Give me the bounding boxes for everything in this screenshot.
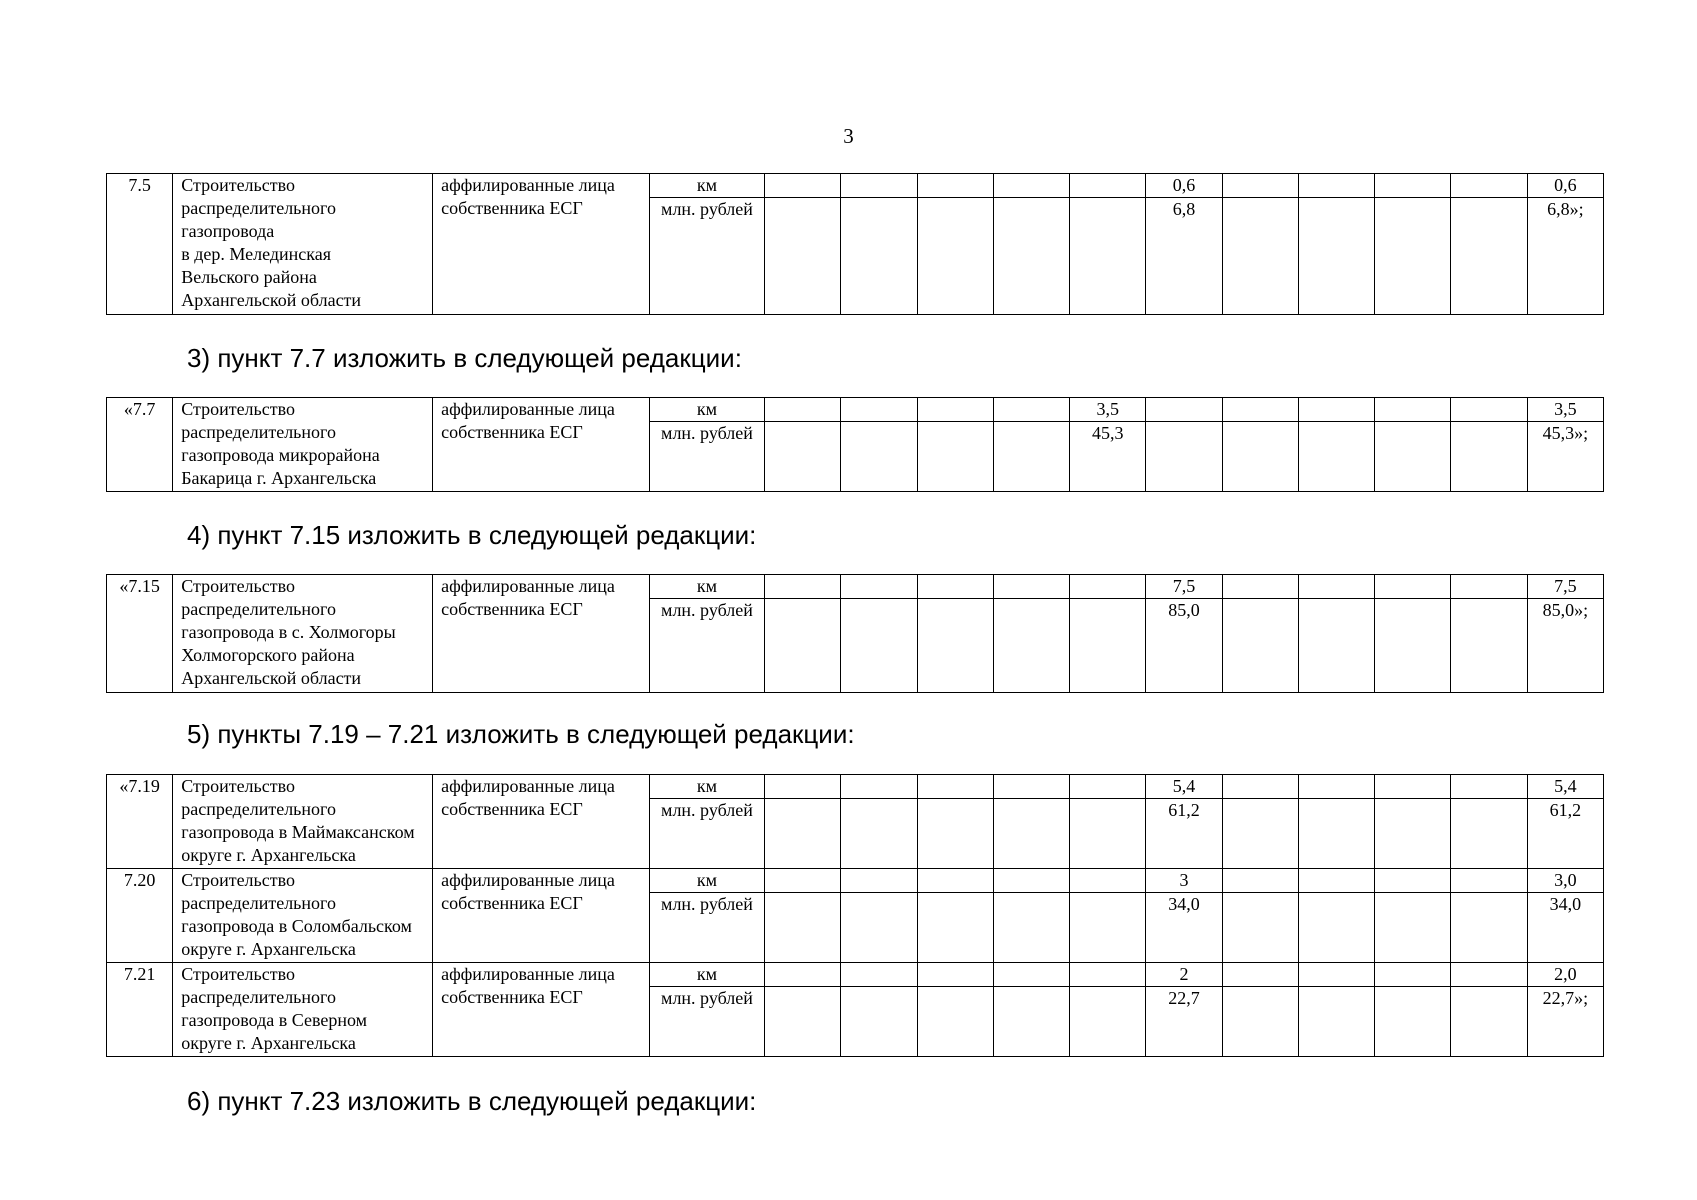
empty-cell [1222, 575, 1298, 599]
empty-cell [917, 987, 993, 1057]
empty-cell [765, 575, 841, 599]
total-km: 3,0 [1527, 869, 1603, 893]
table-row [107, 869, 1604, 893]
empty-cell [1222, 799, 1298, 869]
empty-cell [1375, 198, 1451, 315]
empty-cell [1451, 198, 1527, 315]
total-rub: 85,0»; [1527, 599, 1603, 693]
empty-cell [1222, 775, 1298, 799]
empty-cell [1070, 963, 1146, 987]
empty-cell [1298, 799, 1374, 869]
empty-cell [917, 422, 993, 492]
item-number: 7.5 [107, 174, 173, 315]
table-item-7-5 [106, 173, 1604, 315]
unit-rub: млн. рублей [649, 799, 764, 869]
empty-cell [765, 799, 841, 869]
empty-cell [917, 198, 993, 315]
item-executor: аффилированные лица собственника ЕСГ [433, 775, 650, 869]
value-km: 2 [1146, 963, 1222, 987]
empty-cell [1375, 599, 1451, 693]
empty-cell [993, 599, 1069, 693]
item-number: 7.21 [107, 963, 173, 1057]
empty-cell [765, 963, 841, 987]
item-executor: аффилированные лица собственника ЕСГ [433, 575, 650, 693]
instruction-3: 3) пункт 7.7 изложить в следующей редакции: [187, 343, 742, 373]
empty-cell [1298, 174, 1374, 198]
unit-rub: млн. рублей [649, 893, 764, 963]
empty-cell [1375, 893, 1451, 963]
empty-cell [993, 398, 1069, 422]
total-rub: 22,7»; [1527, 987, 1603, 1057]
unit-km: км [649, 174, 764, 198]
empty-cell [993, 987, 1069, 1057]
empty-cell [1298, 599, 1374, 693]
empty-cell [1222, 869, 1298, 893]
empty-cell [1070, 893, 1146, 963]
empty-cell [765, 599, 841, 693]
value-rub: 6,8 [1146, 198, 1222, 315]
empty-cell [1222, 599, 1298, 693]
table-row [107, 575, 1604, 599]
empty-cell [917, 575, 993, 599]
empty-cell [1451, 398, 1527, 422]
item-executor: аффилированные лица собственника ЕСГ [433, 174, 650, 315]
unit-km: км [649, 575, 764, 599]
empty-cell [765, 422, 841, 492]
empty-cell [917, 893, 993, 963]
empty-cell [1451, 893, 1527, 963]
item-name: Строительство распределительного газопровода в с. Холмогоры Холмогорского района Архангельской области [173, 575, 433, 693]
unit-rub: млн. рублей [649, 198, 764, 315]
empty-cell [917, 174, 993, 198]
value-rub: 34,0 [1146, 893, 1222, 963]
empty-cell [841, 893, 917, 963]
empty-cell [917, 775, 993, 799]
empty-cell [765, 893, 841, 963]
item-executor: аффилированные лица собственника ЕСГ [433, 398, 650, 492]
empty-cell [993, 963, 1069, 987]
empty-cell [1222, 422, 1298, 492]
empty-cell [841, 422, 917, 492]
table-row [107, 398, 1604, 422]
empty-cell [1222, 174, 1298, 198]
empty-cell [1298, 869, 1374, 893]
empty-cell [1298, 198, 1374, 315]
empty-cell [1070, 799, 1146, 869]
unit-rub: млн. рублей [649, 599, 764, 693]
total-rub: 45,3»; [1527, 422, 1603, 492]
empty-cell [765, 869, 841, 893]
item-name: Строительство распределительного газопровода в дер. Мелединская Вельского района Архангельской области [173, 174, 433, 315]
empty-cell [1298, 893, 1374, 963]
page-number: 3 [843, 124, 854, 148]
table-row [107, 174, 1604, 198]
empty-cell [765, 174, 841, 198]
empty-cell [765, 198, 841, 315]
empty-cell [1298, 963, 1374, 987]
item-number: 7.20 [107, 869, 173, 963]
empty-cell [1298, 422, 1374, 492]
empty-cell [1222, 398, 1298, 422]
empty-cell [1451, 422, 1527, 492]
empty-cell [1375, 799, 1451, 869]
empty-cell [841, 174, 917, 198]
empty-cell [1375, 869, 1451, 893]
empty-cell [993, 775, 1069, 799]
empty-cell [1375, 963, 1451, 987]
empty-cell [917, 398, 993, 422]
item-number: «7.19 [107, 775, 173, 869]
value-km: 3,5 [1070, 398, 1146, 422]
empty-cell [841, 987, 917, 1057]
empty-cell [993, 198, 1069, 315]
empty-cell [1070, 869, 1146, 893]
empty-cell [765, 987, 841, 1057]
value-km: 5,4 [1146, 775, 1222, 799]
empty-cell [993, 799, 1069, 869]
instruction-6: 6) пункт 7.23 изложить в следующей редакции: [187, 1086, 757, 1116]
empty-cell [1070, 987, 1146, 1057]
empty-cell [1070, 575, 1146, 599]
empty-cell [1451, 174, 1527, 198]
empty-cell [1375, 398, 1451, 422]
item-name: Строительство распределительного газопровода в Маймаксанском округе г. Архангельска [173, 775, 433, 869]
item-number: «7.7 [107, 398, 173, 492]
empty-cell [1298, 775, 1374, 799]
empty-cell [917, 963, 993, 987]
table-item-7-15 [106, 574, 1604, 693]
empty-cell [1070, 775, 1146, 799]
item-executor: аффилированные лица собственника ЕСГ [433, 869, 650, 963]
value-rub: 61,2 [1146, 799, 1222, 869]
empty-cell [841, 398, 917, 422]
empty-cell [1298, 575, 1374, 599]
value-km: 0,6 [1146, 174, 1222, 198]
empty-cell [1222, 963, 1298, 987]
empty-cell [917, 869, 993, 893]
unit-rub: млн. рублей [649, 987, 764, 1057]
empty-cell [1451, 799, 1527, 869]
total-km: 7,5 [1527, 575, 1603, 599]
empty-cell [1222, 987, 1298, 1057]
empty-cell [841, 775, 917, 799]
total-km: 2,0 [1527, 963, 1603, 987]
empty-cell [993, 575, 1069, 599]
empty-cell [1146, 422, 1222, 492]
empty-cell [841, 599, 917, 693]
table-item-7-7 [106, 397, 1604, 492]
empty-cell [917, 799, 993, 869]
table-row [107, 963, 1604, 987]
unit-km: км [649, 775, 764, 799]
empty-cell [1375, 987, 1451, 1057]
empty-cell [1451, 775, 1527, 799]
item-name: Строительство распределительного газопровода в Соломбальском округе г. Архангельска [173, 869, 433, 963]
empty-cell [1070, 599, 1146, 693]
empty-cell [1451, 575, 1527, 599]
item-name: Строительство распределительного газопровода в Северном округе г. Архангельска [173, 963, 433, 1057]
empty-cell [1298, 398, 1374, 422]
table-items-7-19-7-21 [106, 774, 1604, 1057]
total-rub: 6,8»; [1527, 198, 1603, 315]
total-km: 0,6 [1527, 174, 1603, 198]
empty-cell [1222, 198, 1298, 315]
empty-cell [1222, 893, 1298, 963]
empty-cell [841, 963, 917, 987]
unit-km: км [649, 398, 764, 422]
value-rub: 22,7 [1146, 987, 1222, 1057]
empty-cell [841, 575, 917, 599]
empty-cell [1070, 198, 1146, 315]
empty-cell [1451, 987, 1527, 1057]
item-number: «7.15 [107, 575, 173, 693]
empty-cell [993, 422, 1069, 492]
value-rub: 85,0 [1146, 599, 1222, 693]
instruction-5: 5) пункты 7.19 – 7.21 изложить в следующей редакции: [187, 719, 855, 749]
value-km: 3 [1146, 869, 1222, 893]
table-row [107, 775, 1604, 799]
value-rub: 45,3 [1070, 422, 1146, 492]
value-km: 7,5 [1146, 575, 1222, 599]
item-executor: аффилированные лица собственника ЕСГ [433, 963, 650, 1057]
empty-cell [1375, 575, 1451, 599]
empty-cell [1375, 422, 1451, 492]
empty-cell [1451, 869, 1527, 893]
empty-cell [993, 174, 1069, 198]
total-km: 5,4 [1527, 775, 1603, 799]
empty-cell [1451, 599, 1527, 693]
empty-cell [1375, 174, 1451, 198]
instruction-4: 4) пункт 7.15 изложить в следующей редакции: [187, 520, 757, 550]
empty-cell [1070, 174, 1146, 198]
unit-km: км [649, 963, 764, 987]
empty-cell [765, 775, 841, 799]
unit-rub: млн. рублей [649, 422, 764, 492]
total-rub: 34,0 [1527, 893, 1603, 963]
empty-cell [993, 869, 1069, 893]
empty-cell [841, 198, 917, 315]
empty-cell [765, 398, 841, 422]
empty-cell [1298, 987, 1374, 1057]
item-name: Строительство распределительного газопровода микрорайона Бакарица г. Архангельска [173, 398, 433, 492]
empty-cell [841, 799, 917, 869]
empty-cell [993, 893, 1069, 963]
empty-cell [1375, 775, 1451, 799]
unit-km: км [649, 869, 764, 893]
total-rub: 61,2 [1527, 799, 1603, 869]
total-km: 3,5 [1527, 398, 1603, 422]
empty-cell [1146, 398, 1222, 422]
empty-cell [841, 869, 917, 893]
empty-cell [917, 599, 993, 693]
empty-cell [1451, 963, 1527, 987]
